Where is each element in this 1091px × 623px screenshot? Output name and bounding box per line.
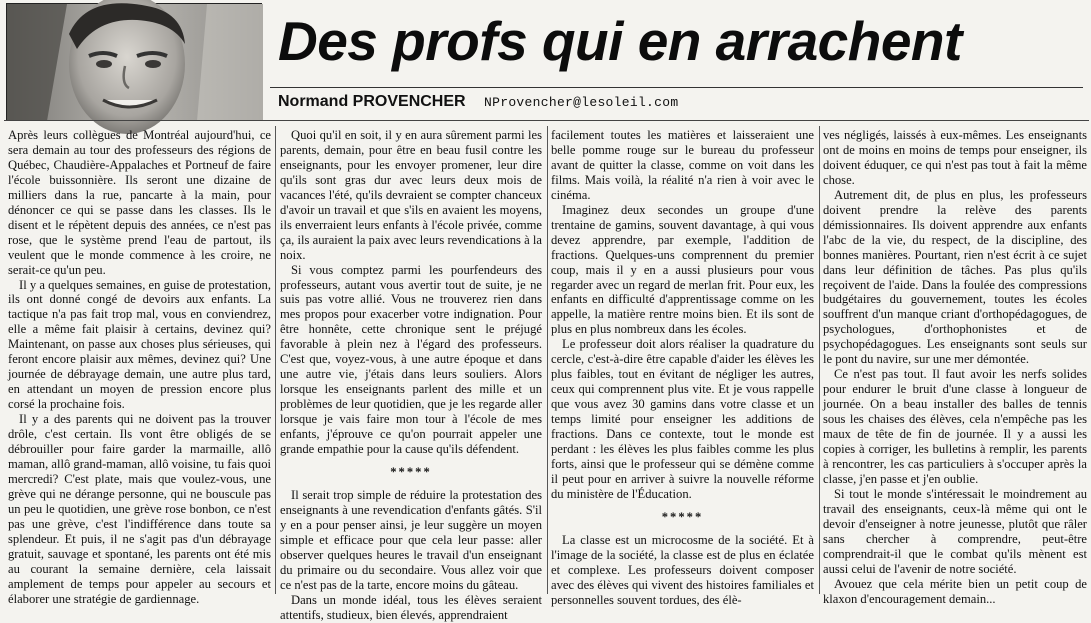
article-column-4 [823, 128, 1087, 606]
paragraph: Quoi qu'il en soit, il y en aura sûrement parmi les parents, demain, pour être en beau fusil contre les enseignants, pour les envoyer promener, leur dire qu'ils sont gras dur avec leurs deux mois de vacances l'été, qu'ils devraient se compter chanceux d'avoir un travail et que s'ils en avaient les moyens, ils enverraient leurs enfants à l'école privée, comme ça, ils auraient la paix avec leurs revendications à la noix. [280, 128, 542, 262]
paragraph: Imaginez deux secondes un groupe d'une trentaine de gamins, souvent davantage, à qui vous devez apprendre, par exemple, l'addition de fractions. Quelques-uns comprennent du premier coup, mais il y en a aussi plusieurs pour vous regarder avec un regard de merlan frit. Pour eux, les enfants en difficulté d'apprentissage comme on les appelle, la matière rentre moins bien. Et ils sont de plus en plus nombreux dans les écoles. [551, 202, 814, 337]
paragraph: Le professeur doit alors réaliser la quadrature du cercle, c'est-à-dire être capable d'aider les élèves les plus faibles, tout en évitant de négliger les autres, ceux qui comprennent plus vite. Et je vous rappelle que vous avez 30 gamins dans votre classe et un temps limité pour enseigner les additions de fractions. Dans ce contexte, tout le monde est perdant : les élèves les plus faibles comme les plus forts, ainsi que le professeur qui se démène comme il peut pour en arriver à suivre la nouvelle réforme du ministère de l'Éducation. [551, 337, 814, 501]
paragraph: Il y a des parents qui ne doivent pas la trouver drôle, c'est certain. Ils vont être obligés de se débrouiller pour faire garder la marmaille, allô maman, allô grand-maman, allô voisine, tu fais quoi mercredi? C'est plate, mais que voulez-vous, une grève qui ne dérange personne, qui ne bouscule pas un peu le quotidien, une grève rose bonbon, ce n'est pas une grève, c'est l'indifférence dans toute sa splendeur. Et puis, il ne s'agit pas d'un débrayage gratuit, sauvage et spontané, les parents ont été mis au courant la semaine dernière, cela laissait amplement de temps pour appeler au secours et élaborer une stratégie de gardiennage. [8, 412, 272, 606]
paragraph: facilement toutes les matières et laisseraient une belle pomme rouge sur le bureau du professeur avant de quitter la classe, comme on voit dans les films. Mais voilà, la réalité n'a rien à voir avec le cinéma. [551, 128, 814, 202]
paragraph: Si tout le monde s'intéressait le moindrement au travail des enseignants, ceux-là même qui ont le devoir d'enseigner à notre jeunesse, plutôt que râler sans chercher à comprendre, peut-être comprendrait-il que le combat qu'ils mènent est aussi celui de l'avenir de notre société. [823, 486, 1087, 576]
section-separator: ***** [390, 464, 432, 479]
article-column-2 [280, 128, 542, 622]
column-divider [275, 126, 276, 594]
paragraph: Il serait trop simple de réduire la protestation des enseignants à une revendication d'enfants gâtés. S'il y en a pour penser ainsi, je leur suggère un moyen simple et efficace pour que cela leur passe: aller observer quelques heures le travail d'un enseignant du primaire ou du secondaire. Vous allez voir que ce n'est pas de la tarte, encore moins du gâteau. [280, 487, 542, 592]
author-email[interactable]: NProvencher@lesoleil.com [484, 95, 679, 110]
column-divider [819, 126, 820, 594]
paragraph: Autrement dit, de plus en plus, les professeurs doivent prendre la relève des parents démissionnaires. Ils doivent apprendre aux enfants l'abc de la vie, du respect, de la discipline, des bonnes manières. Pourtant, rien n'est écrit à ce sujet dans leur définition de tâches. Pas plus qu'ils reçoivent de l'aide. Dans la foulée des compressions budgétaires du gouvernement, toutes les écoles souffrent d'un manque criant d'orthopédagogues, de psychologues, d'orthophonistes et de psychopédagogues. Les enseignants sont seuls sur le pont du navire, sur une mer démontée. [823, 187, 1087, 367]
paragraph: Ce n'est pas tout. Il faut avoir les nerfs solides pour endurer le bruit d'une classe à longueur de journée. On a beau installer des balles de tennis sous les chaises des élèves, cela n'empêche pas les maux de tête de fin de journée. Il y a aussi les copies à corriger, les bulletins à remplir, les parents à rencontrer, les cas particuliers à s'occuper après la classe, j'en passe et j'en oublie. [823, 367, 1087, 486]
paragraph: Si vous comptez parmi les pourfendeurs des professeurs, autant vous avertir tout de suite, je ne suis pas votre allié. Vous ne trouverez rien dans mes propos pour exacerber votre indignation. Pour être honnête, cette chronique sent le préjugé favorable à plein nez à l'égard des professeurs. C'est que, voyez-vous, à une autre époque et dans une autre vie, j'étais dans leurs souliers. Alors lorsque les enseignants parlent des mille et un problèmes de leur quotidien, que je les regarde aller lorsque je vais faire mon tour à l'école de mes enfants, j'éprouve ce qu'on pourrait appeler une grande empathie pour la cause qu'ils défendent. [280, 262, 542, 457]
section-separator: ***** [661, 509, 704, 524]
headline-rule [270, 87, 1083, 88]
author-name: Normand PROVENCHER [278, 93, 466, 110]
article-column-3 [551, 128, 814, 607]
paragraph: Il y a quelques semaines, en guise de protestation, ils ont donné congé de devoirs aux enfants. La tactique n'a pas fait trop mal, vous en conviendrez, elle a même fait plaisir à certains, devinez qui? Maintenant, on passe aux choses plus sérieuses, qui feront encore plaisir aux mêmes, devinez qui? Une journée de débrayage demain, une autre plus tard, en attendant un moyen de pression encore plus corsé la prochaine fois. [8, 277, 271, 412]
headline: Des profs qui en arrachent [278, 10, 962, 72]
byline [278, 93, 678, 111]
author-photo [6, 3, 262, 120]
paragraph: Avouez que cela mérite bien un petit coup de klaxon d'encouragement demain... [823, 576, 1087, 606]
article-column-1 [8, 128, 272, 606]
column-divider [547, 126, 548, 594]
paragraph: Après leurs collègues de Montréal aujourd'hui, ce sera demain au tour des professeurs des régions de Québec, Chaudière-Appalaches et Portneuf de faire l'école buissonnière. Ils seront une dizaine de milliers dans la rue, pancarte à la main, pour dénoncer ce qui se passe dans les classes. Ils le disent et le répètent depuis des années, ce n'est pas rose, que le système prend l'eau de partout, ils veulent que le monde commence à les croire, ne serait-ce qu'un peu. [8, 128, 271, 277]
paragraph: Dans un monde idéal, tous les élèves seraient attentifs, studieux, bien élevés, apprendraient [280, 592, 542, 622]
header-divider [4, 120, 1089, 121]
author-portrait-image [7, 4, 263, 121]
paragraph: ves négligés, laissés à eux-mêmes. Les enseignants ont de moins en moins de temps pour enseigner, ils doivent éduquer, ce qui n'est pas tout à fait la même chose. [823, 128, 1087, 187]
paragraph: La classe est un microcosme de la société. Et à l'image de la société, la classe est de plus en éclatée et complexe. Les professeurs doivent composer avec des élèves qui vivent des histoires familiales et personnelles souvent tordues, des élè- [551, 532, 814, 607]
